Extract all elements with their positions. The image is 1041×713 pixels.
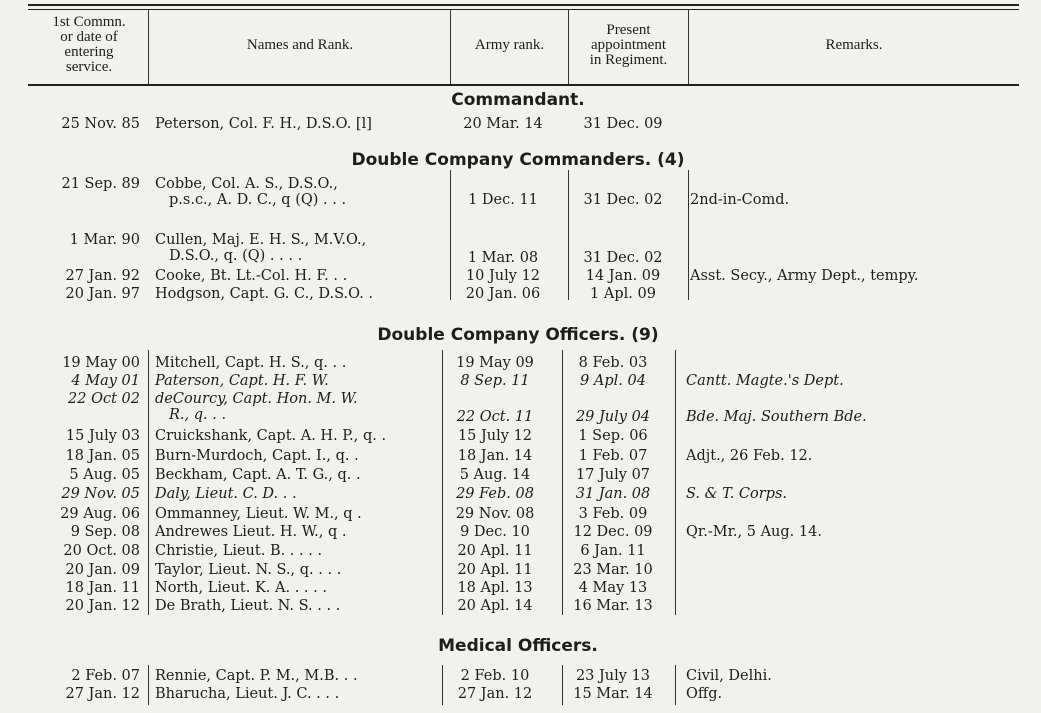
- section-commandant: Commandant.: [451, 90, 585, 110]
- row-army-rank: 15 July 12: [457, 428, 533, 444]
- row-name: Peterson, Col. F. H., D.S.O. [l]: [155, 116, 372, 132]
- column-divider: [688, 170, 689, 300]
- row-name-line2: R., q. . .: [169, 407, 227, 423]
- section-medical-officers: Medical Officers.: [438, 636, 598, 656]
- row-army-rank: 10 July 12: [465, 268, 541, 284]
- row-name: Mitchell, Capt. H. S., q. . .: [155, 355, 347, 371]
- header-names-label: Names and Rank.: [246, 36, 354, 53]
- row-date: 20 Jan. 97: [65, 286, 140, 302]
- header-date: [30, 9, 148, 81]
- row-name: Taylor, Lieut. N. S., q. . . .: [155, 562, 342, 578]
- row-date: 29 Nov. 05: [61, 486, 140, 502]
- row-army-rank: 20 Apl. 11: [457, 543, 533, 559]
- row-army-rank: 9 Dec. 10: [460, 524, 530, 540]
- row-army-rank: 5 Aug. 14: [459, 467, 531, 483]
- column-divider: [675, 665, 676, 705]
- row-name-line2: D.S.O., q. (Q) . . . .: [169, 248, 303, 264]
- header-rule: [28, 84, 1019, 86]
- row-date: 9 Sep. 08: [70, 524, 140, 540]
- row-remarks: Offg.: [686, 686, 723, 702]
- row-appointment: 31 Dec. 02: [583, 250, 663, 266]
- header-appointment-line: in Regiment.: [589, 51, 668, 68]
- row-name: Ommanney, Lieut. W. M., q .: [155, 506, 362, 522]
- header-date-line: 1st Commn.: [52, 14, 126, 30]
- row-date: 27 Jan. 12: [65, 686, 140, 702]
- row-name: Rennie, Capt. P. M., M.B. . .: [155, 668, 358, 684]
- row-appointment: 9 Apl. 04: [580, 373, 646, 389]
- section-double-company-commanders: Double Company Commanders. (4): [351, 150, 685, 170]
- row-appointment: 8 Feb. 03: [578, 355, 648, 371]
- header-appointment: [569, 9, 688, 81]
- row-name: De Brath, Lieut. N. S. . . .: [155, 598, 341, 614]
- header-divider: [148, 9, 149, 84]
- row-army-rank: 20 Apl. 11: [457, 562, 533, 578]
- row-appointment: 17 July 07: [575, 467, 651, 483]
- top-rule: [28, 4, 1019, 6]
- row-date: 15 July 03: [65, 428, 140, 444]
- row-remarks: Civil, Delhi.: [686, 668, 772, 684]
- row-army-rank: 27 Jan. 12: [457, 686, 533, 702]
- row-date: 20 Oct. 08: [63, 543, 140, 559]
- row-appointment: 29 July 04: [575, 409, 651, 425]
- row-name: Daly, Lieut. C. D. . .: [155, 486, 297, 502]
- row-date: 22 Oct 02: [68, 391, 140, 407]
- header-remarks: [689, 9, 1019, 81]
- header-army-rank: [451, 9, 568, 81]
- row-remarks: 2nd-in-Comd.: [690, 192, 790, 208]
- header-date-line: or date of: [60, 29, 118, 45]
- column-divider: [675, 350, 676, 615]
- row-army-rank: 8 Sep. 11: [460, 373, 530, 389]
- row-army-rank: 20 Jan. 06: [465, 286, 541, 302]
- header-appointment-line: Present: [606, 21, 651, 38]
- row-name: Cruickshank, Capt. A. H. P., q. .: [155, 428, 387, 444]
- row-date: 18 Jan. 05: [65, 448, 140, 464]
- row-date: 29 Aug. 06: [60, 506, 140, 522]
- row-name: North, Lieut. K. A. . . . .: [155, 580, 327, 596]
- row-appointment: 31 Jan. 08: [575, 486, 651, 502]
- header-names: [150, 9, 450, 81]
- row-army-rank: 20 Apl. 14: [457, 598, 533, 614]
- column-divider: [148, 665, 149, 705]
- row-appointment: 16 Mar. 13: [573, 598, 653, 614]
- row-appointment: 4 May 13: [578, 580, 648, 596]
- row-remarks: Asst. Secy., Army Dept., tempy.: [690, 268, 919, 284]
- row-remarks: Cantt. Magte.'s Dept.: [686, 373, 844, 389]
- column-divider: [148, 350, 149, 615]
- row-appointment: 1 Apl. 09: [590, 286, 656, 302]
- row-army-rank: 2 Feb. 10: [460, 668, 530, 684]
- row-appointment: 1 Feb. 07: [578, 448, 648, 464]
- row-army-rank: 18 Jan. 14: [457, 448, 533, 464]
- row-army-rank: 18 Apl. 13: [457, 580, 533, 596]
- row-remarks: Qr.-Mr., 5 Aug. 14.: [686, 524, 822, 540]
- row-date: 25 Nov. 85: [61, 116, 140, 132]
- header-date-line: service.: [65, 59, 113, 75]
- row-appointment: 3 Feb. 09: [578, 506, 648, 522]
- row-name: Cooke, Bt. Lt.-Col. H. F. . .: [155, 268, 348, 284]
- header-appointment-line: appointment: [591, 36, 666, 53]
- row-date: 27 Jan. 92: [65, 268, 140, 284]
- header-date-line: entering: [64, 44, 114, 60]
- row-name: [155, 391, 440, 423]
- row-date: 1 Mar. 90: [69, 232, 140, 248]
- row-army-rank: 1 Mar. 08: [467, 250, 539, 266]
- row-name: Bharucha, Lieut. J. C. . . .: [155, 686, 340, 702]
- row-date: 19 May 00: [62, 355, 140, 371]
- row-name-line1: Cobbe, Col. A. S., D.S.O.,: [155, 176, 338, 192]
- row-army-rank: 20 Mar. 14: [463, 116, 543, 132]
- row-date: 20 Jan. 12: [65, 598, 140, 614]
- row-name: Paterson, Capt. H. F. W.: [155, 373, 329, 389]
- header-remarks-label: Remarks.: [825, 36, 883, 53]
- row-remarks: Bde. Maj. Southern Bde.: [686, 409, 867, 425]
- row-name: Burn-Murdoch, Capt. I., q. .: [155, 448, 359, 464]
- row-appointment: 6 Jan. 11: [580, 543, 646, 559]
- row-date: 5 Aug. 05: [69, 467, 140, 483]
- row-name: Andrewes Lieut. H. W., q .: [155, 524, 347, 540]
- section-double-company-officers: Double Company Officers. (9): [377, 325, 659, 345]
- row-remarks: S. & T. Corps.: [686, 486, 787, 502]
- row-name: [155, 176, 440, 208]
- row-name: Hodgson, Capt. G. C., D.S.O. .: [155, 286, 374, 302]
- row-name-line1: Cullen, Maj. E. H. S., M.V.O.,: [155, 232, 367, 248]
- row-appointment: 12 Dec. 09: [573, 524, 653, 540]
- row-name: Christie, Lieut. B. . . . .: [155, 543, 323, 559]
- row-date: 4 May 01: [71, 373, 140, 389]
- row-army-rank: 19 May 09: [456, 355, 534, 371]
- row-army-rank: 22 Oct. 11: [456, 409, 534, 425]
- row-appointment: 23 July 13: [575, 668, 651, 684]
- row-name: [155, 232, 440, 264]
- row-date: 21 Sep. 89: [61, 176, 140, 192]
- row-date: 18 Jan. 11: [65, 580, 140, 596]
- row-army-rank: 1 Dec. 11: [468, 192, 538, 208]
- header-army-rank-label: Army rank.: [474, 36, 545, 53]
- row-appointment: 14 Jan. 09: [585, 268, 661, 284]
- row-army-rank: 29 Feb. 08: [456, 486, 534, 502]
- row-appointment: 23 Mar. 10: [573, 562, 653, 578]
- row-name-line1: deCourcy, Capt. Hon. M. W.: [155, 391, 358, 407]
- row-army-rank: 29 Nov. 08: [455, 506, 535, 522]
- row-appointment: 1 Sep. 06: [578, 428, 648, 444]
- row-date: 20 Jan. 09: [65, 562, 140, 578]
- row-appointment: 15 Mar. 14: [573, 686, 653, 702]
- row-date: 2 Feb. 07: [71, 668, 140, 684]
- row-name: Beckham, Capt. A. T. G., q. .: [155, 467, 361, 483]
- row-name-line2: p.s.c., A. D. C., q (Q) . . .: [169, 192, 347, 208]
- row-appointment: 31 Dec. 09: [583, 116, 663, 132]
- row-remarks: Adjt., 26 Feb. 12.: [686, 448, 813, 464]
- row-appointment: 31 Dec. 02: [583, 192, 663, 208]
